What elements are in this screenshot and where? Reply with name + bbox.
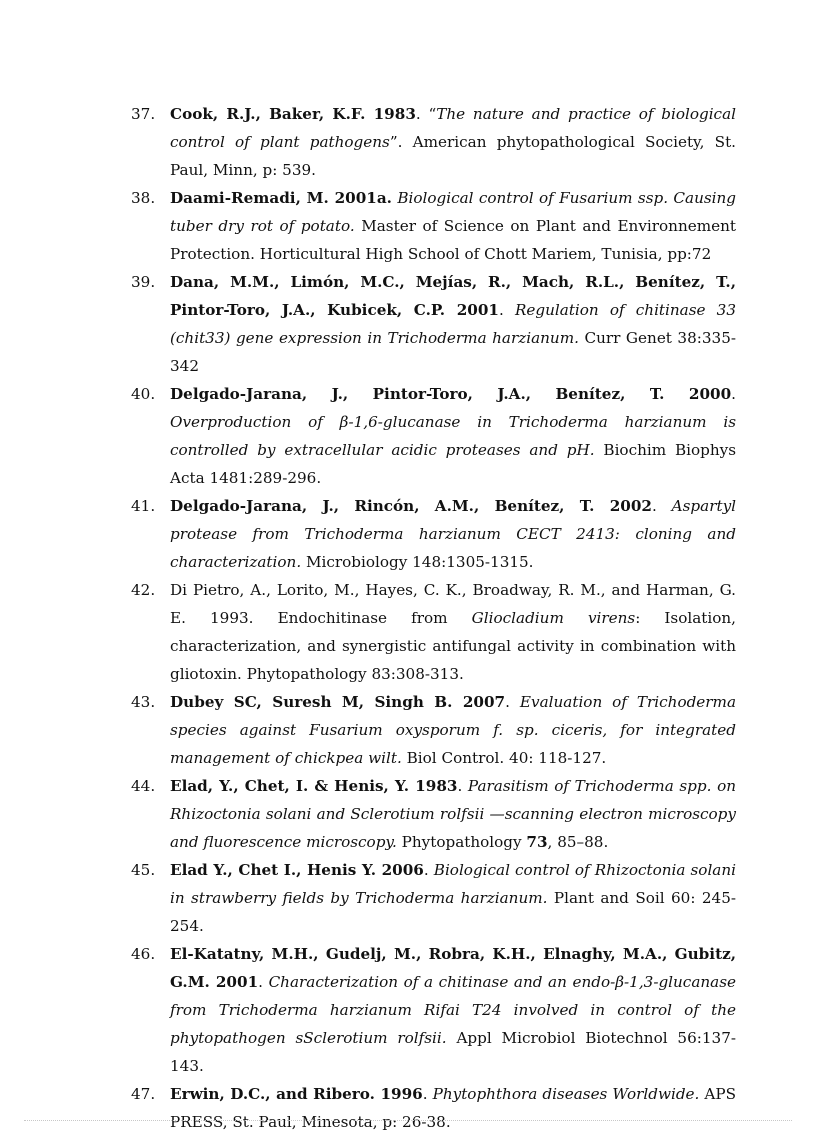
reference-number: 47. — [131, 1085, 156, 1103]
reference-title: Overproduction of β-1,6-glucanase in Trichoderma harzianum is controlled by extracellular acidic proteases and pH. — [170, 413, 736, 459]
reference-item — [0, 772, 816, 856]
reference-text: : Isolation, characterization, and synergistic antifungal activity in combination with gliotoxin. Phytopathology 83:308-313. — [170, 609, 736, 683]
reference-title: Parasitism of Trichoderma spp. on Rhizoctonia solani and Sclerotium rolfsii —scanning electron microscopy and fluorescence microscopy. — [170, 777, 736, 851]
reference-number: 38. — [131, 189, 156, 207]
reference-item — [0, 688, 816, 772]
reference-text: , 85–88. — [547, 833, 609, 851]
reference-number: 43. — [131, 693, 156, 711]
reference-item — [0, 268, 816, 380]
reference-list — [0, 100, 816, 1136]
reference-item — [0, 576, 816, 688]
reference-authors-year: Elad, Y., Chet, I. & Henis, Y. 1983 — [170, 777, 458, 795]
reference-text: ”. American phytopathological Society, St. Paul, Minn, p: 539. — [170, 133, 736, 179]
reference-number: 46. — [131, 945, 156, 963]
reference-text: . — [498, 301, 515, 319]
reference-text: Curr Genet 38:335-342 — [170, 329, 736, 375]
reference-text: . — [258, 973, 269, 991]
reference-item — [0, 940, 816, 1080]
reference-authors-year: Delgado-Jarana, J., Pintor-Toro, J.A., Benítez, T. 2000 — [170, 385, 732, 403]
reference-item — [0, 380, 816, 492]
reference-title: Biological control of Rhizoctonia solani in strawberry fields by Trichoderma harzianum. — [170, 861, 737, 907]
reference-authors-year: El-Katatny, M.H., Gudelj, M., Robra, K.H., Elnaghy, M.A., Gubitz, G.M. 2001 — [170, 945, 736, 991]
reference-title: Gliocladium virens — [471, 609, 636, 627]
reference-title: Biological control of Fusarium ssp. Causing tuber dry rot of potato. — [170, 189, 737, 235]
reference-text: . — [457, 777, 468, 795]
reference-text: . — [651, 497, 672, 515]
reference-number: 41. — [131, 497, 156, 515]
reference-text: Biol Control. 40: 118-127. — [401, 749, 607, 767]
reference-text: . — [423, 861, 434, 879]
reference-authors-year: Erwin, D.C., and Ribero. 1996 — [170, 1085, 423, 1103]
reference-text: Microbiology 148:1305-1315. — [301, 553, 534, 571]
reference-text: . — [731, 385, 736, 403]
reference-title: Characterization of a chitinase and an endo-β-1,3-glucanase from Trichoderma harzianum Rifai T24 involved in control of the phytopathogen sSclerotium rolfsii. — [170, 973, 736, 1047]
reference-text: Master of Science on Plant and Environnement Protection. Horticultural High School of Chott Mariem, Tunisia, pp:72 — [170, 217, 736, 263]
reference-authors-year: Daami-Remadi, M. 2001a. — [170, 189, 392, 207]
reference-title: Evaluation of Trichoderma species against Fusarium oxysporum f. sp. ciceris, for integrated management of chickpea wilt. — [170, 693, 737, 767]
reference-text: Phytopathology — [396, 833, 527, 851]
reference-text: Di Pietro, A., Lorito, M., Hayes, C. K., Broadway, R. M., and Harman, G. E. 1993. Endochitinase from — [170, 581, 736, 627]
reference-authors-year: Elad Y., Chet I., Henis Y. 2006 — [170, 861, 424, 879]
reference-item — [0, 1080, 816, 1136]
reference-item — [0, 184, 816, 268]
reference-text: . — [505, 693, 520, 711]
reference-text: . “ — [415, 105, 437, 123]
page-bottom-border — [24, 1120, 792, 1121]
reference-number: 40. — [131, 385, 156, 403]
reference-item — [0, 856, 816, 940]
reference-text: Plant and Soil 60: 245-254. — [170, 889, 736, 935]
reference-authors-year: Dana, M.M., Limón, M.C., Mejías, R., Mach, R.L., Benítez, T., Pintor-Toro, J.A., Kubicek, C.P. 2001 — [170, 273, 736, 319]
reference-text: APS PRESS, St. Paul, Minesota, p: 26-38. — [170, 1085, 737, 1131]
reference-number: 39. — [131, 273, 156, 291]
reference-authors-year: Cook, R.J., Baker, K.F. 1983 — [170, 105, 416, 123]
reference-volume: 73 — [526, 833, 548, 851]
reference-text: Biochim Biophys Acta 1481:289-296. — [170, 441, 736, 487]
reference-number: 37. — [131, 105, 156, 123]
reference-title: Regulation of chitinase 33 (chit33) gene expression in Trichoderma harzianum. — [170, 301, 736, 347]
reference-number: 42. — [131, 581, 156, 599]
reference-item — [0, 492, 816, 576]
reference-title: Aspartyl protease from Trichoderma harzianum CECT 2413: cloning and characterization. — [170, 497, 737, 571]
reference-number: 45. — [131, 861, 156, 879]
reference-text: . — [422, 1085, 433, 1103]
reference-text: Appl Microbiol Biotechnol 56:137-143. — [170, 1029, 736, 1075]
reference-title: The nature and practice of biological control of plant pathogens — [170, 105, 736, 151]
reference-title: Phytophthora diseases Worldwide. — [432, 1085, 700, 1103]
reference-authors-year: Dubey SC, Suresh M, Singh B. 2007 — [170, 693, 506, 711]
reference-item — [0, 100, 816, 184]
reference-authors-year: Delgado-Jarana, J., Rincón, A.M., Benítez, T. 2002 — [170, 497, 652, 515]
reference-number: 44. — [131, 777, 156, 795]
